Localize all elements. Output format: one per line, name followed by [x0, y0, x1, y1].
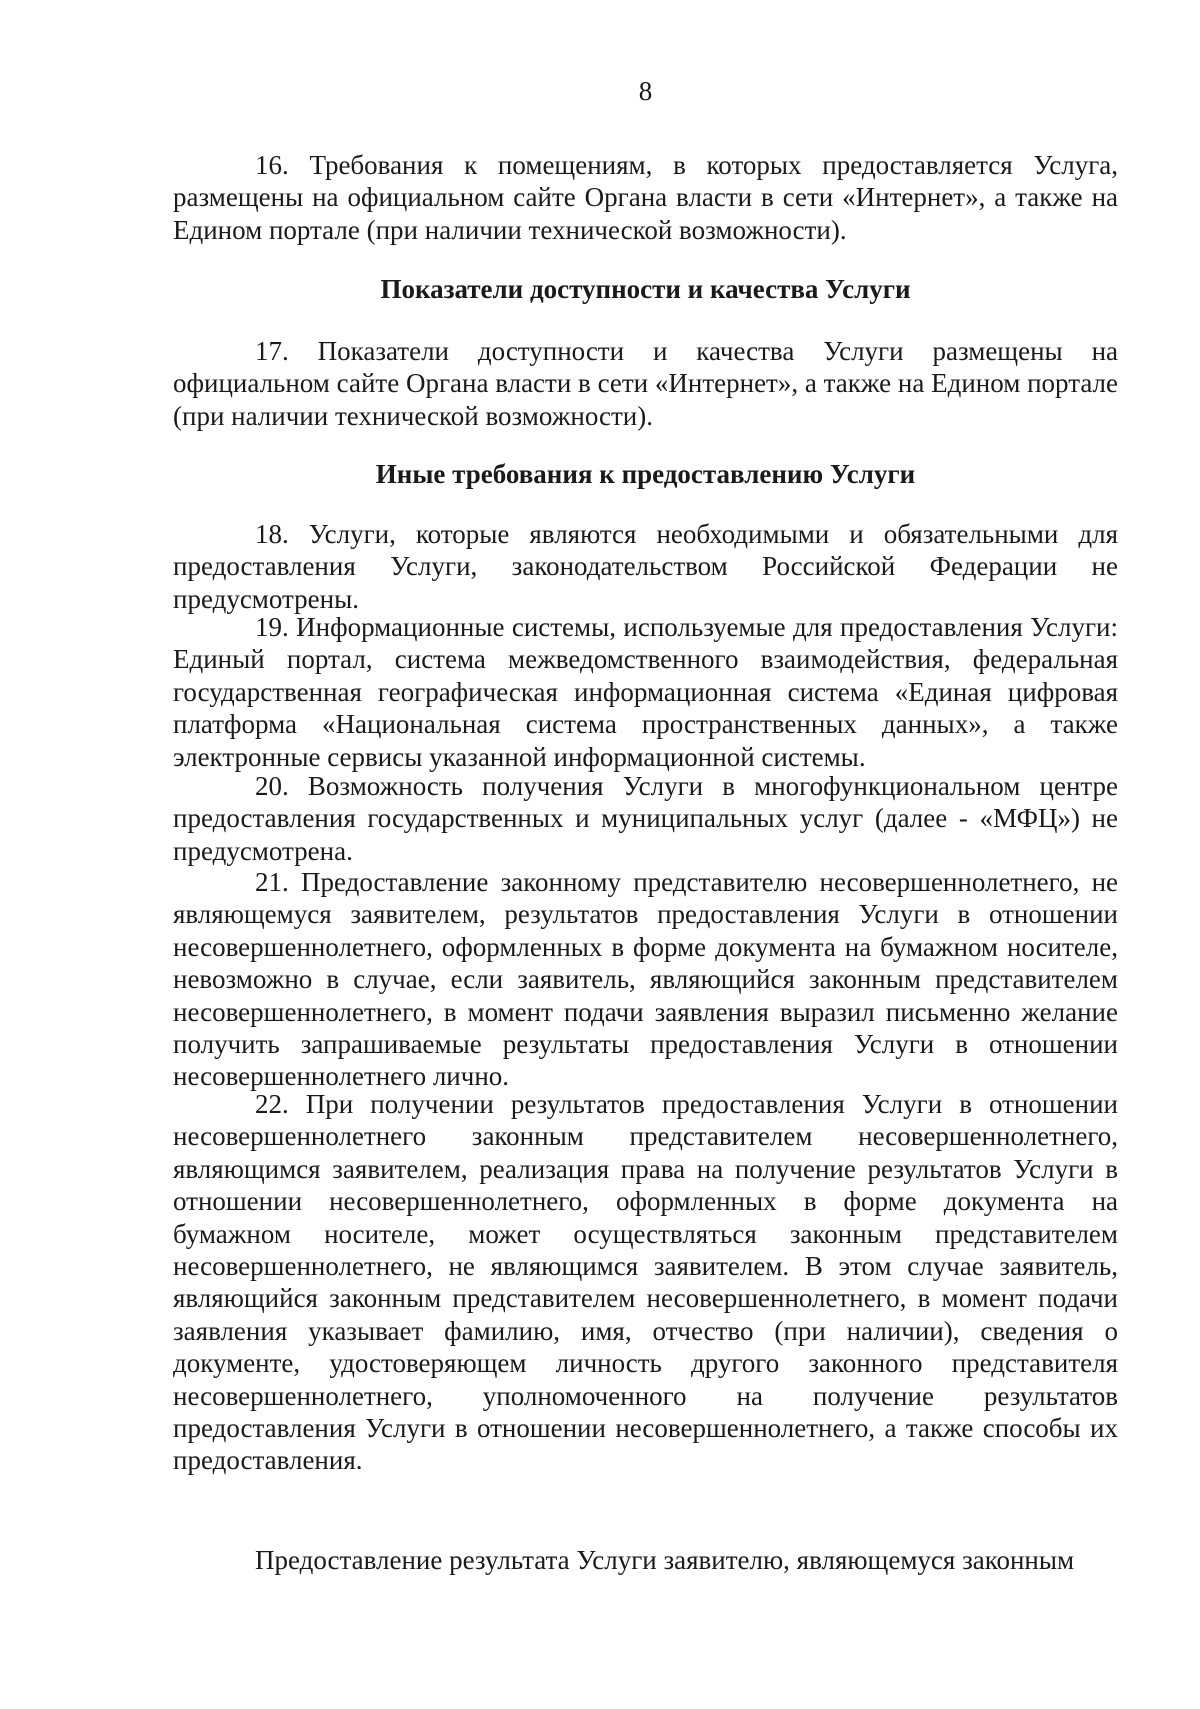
paragraph-21 [173, 866, 1118, 1093]
paragraph-text: Показатели доступности и качества Услуги размещены на официальном сайте Органа власти в сети «Интернет», а также на Едином портале (при наличии технической возможности). [173, 336, 1118, 431]
paragraph-number: 18. [255, 519, 289, 549]
section-heading-other-requirements: Иные требования к предоставлению Услуги [375, 459, 916, 489]
paragraph-16 [173, 149, 1118, 246]
section-heading-accessibility: Показатели доступности и качества Услуги [380, 274, 911, 304]
paragraph-text: Предоставление законному представителю несовершеннолетнего, не являющемуся заявителем, результатов предоставления Услуги в отношении несовершеннолетнего, оформленных в форме документа на бумажном носителе, невозможно в случае, если заявитель, являющийся законным представителем несовершеннолетнего, в момент подачи заявления выразил письменно желание получить запрашиваемые результаты предоставления Услуги в отношении несовершеннолетнего лично. [173, 867, 1118, 1092]
paragraph-number: 21. [255, 867, 289, 897]
paragraph-20 [173, 770, 1118, 867]
paragraph-number: 19. [255, 612, 289, 642]
paragraph-number: 16. [255, 150, 289, 180]
paragraph-text: Возможность получения Услуги в многофункциональном центре предоставления государственных и муниципальных услуг (далее - «МФЦ») не предусмотрена. [173, 771, 1119, 866]
paragraph-text: Требования к помещениям, в которых предоставляется Услуга, размещены на официальном сайте Органа власти в сети «Интернет», а также на Едином портале (при наличии технической возможности). [173, 150, 1118, 245]
paragraph-text: Предоставление результата Услуги заявителю, являющемуся законным [255, 1545, 1075, 1575]
page-number: 8 [638, 76, 653, 106]
paragraph-final [173, 1544, 1118, 1576]
paragraph-number: 22. [255, 1089, 289, 1119]
paragraph-19 [173, 611, 1118, 773]
paragraph-number: 20. [255, 771, 289, 801]
paragraph-text: При получении результатов предоставления Услуги в отношении несовершеннолетнего законным представителем несовершеннолетнего, являющимся заявителем, реализация права на получение результатов Услуги в отношении несовершеннолетнего, оформленных в форме документа на бумажном носителе, может осуществляться законным представителем несовершеннолетнего, не являющимся заявителем. В этом случае заявитель, являющийся законным представителем несовершеннолетнего, в момент подачи заявления указывает фамилию, имя, отчество (при наличии), сведения о документе, удостоверяющем личность другого законного представителя несовершеннолетнего, уполномоченного на получение результатов предоставления Услуги в отношении несовершеннолетнего, а также способы их предоставления. [173, 1089, 1119, 1476]
paragraph-18 [173, 518, 1118, 615]
paragraph-text: Информационные системы, используемые для предоставления Услуги: Единый портал, система межведомственного взаимодействия, федеральная государственная географическая информационная система «Единая цифровая платформа «Национальная система пространственных данных», а также электронные сервисы указанной информационной системы. [173, 612, 1118, 772]
paragraph-17 [173, 335, 1118, 432]
paragraph-number: 17. [255, 336, 289, 366]
paragraph-text: Услуги, которые являются необходимыми и обязательными для предоставления Услуги, законодательством Российской Федерации не предусмотрены. [173, 519, 1119, 614]
paragraph-22 [173, 1088, 1118, 1477]
